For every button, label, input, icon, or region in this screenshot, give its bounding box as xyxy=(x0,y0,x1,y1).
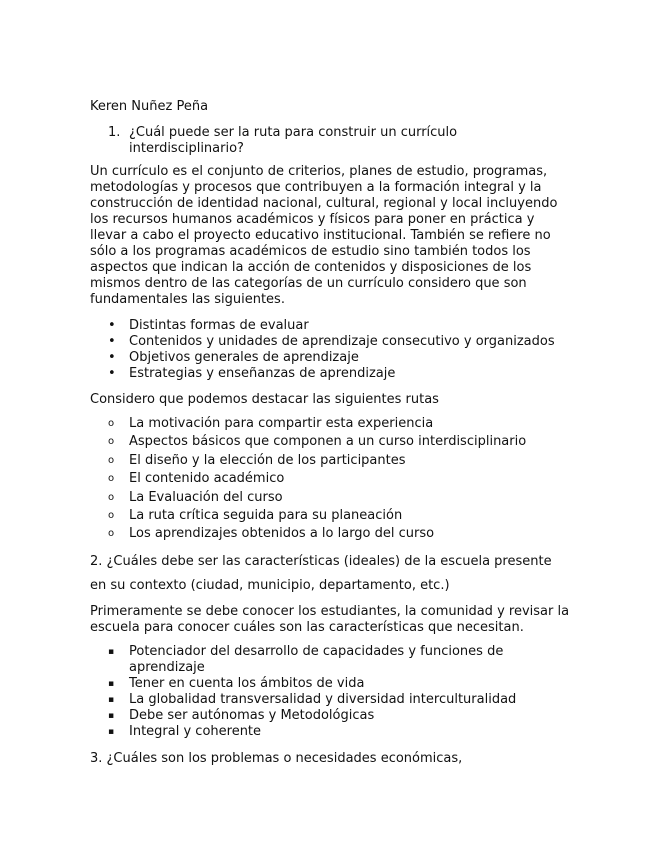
list-item xyxy=(108,470,578,488)
list-item-text: La motivación para compartir esta experiencia xyxy=(129,416,434,431)
list-item xyxy=(108,452,578,470)
list-item-text: El contenido académico xyxy=(129,471,285,487)
list-item-text: La ruta crítica seguida para su planeación xyxy=(129,508,403,524)
list-item xyxy=(108,350,578,366)
list-marker-icon: o xyxy=(108,528,115,540)
list-item-text: Tener en cuenta los ámbitos de vida xyxy=(129,676,365,691)
list-marker-icon: o xyxy=(108,454,115,466)
list-marker-icon: o xyxy=(108,418,115,429)
list-marker-icon: ▪ xyxy=(108,711,115,721)
list-item xyxy=(108,692,578,708)
list-item-text: Los aprendizajes obtenidos a lo largo del curso xyxy=(129,526,435,542)
list-item xyxy=(108,334,578,350)
list-item-text: La Evaluación del curso xyxy=(129,489,283,505)
question-2-line-2: en su contexto (ciudad, municipio, departamento, etc.) xyxy=(90,578,450,593)
question-1-number: 1. xyxy=(108,125,121,140)
intro-paragraph: Un currículo es el conjunto de criterios, planes de estudio, programas, metodologías y procesos que contribuyen a la formación integral y la construcción de identidad nacional, cultural, regional y local incluyendo los recursos humanos académicos y físicos para poner en práctica y llevar a cabo el proyecto educativo institucional. También se refiere no sólo a los programas académicos de estudio sino también todos los aspectos que indican la acción de contenidos y disposiciones de los mismos dentro de las categorías de un currículo considero que son fundamentales las siguientes. xyxy=(90,164,558,307)
question-3: 3. ¿Cuáles son los problemas o necesidades económicas, xyxy=(90,751,463,766)
question-2-line-1: 2. ¿Cuáles debe ser las características (ideales) de la escuela presente xyxy=(90,554,552,569)
list-item xyxy=(108,489,578,507)
list-item-text: Integral y coherente xyxy=(129,724,262,739)
characteristics-square-list xyxy=(108,644,578,740)
list-item xyxy=(108,676,578,692)
list-marker-icon: ▪ xyxy=(108,695,115,705)
list-item xyxy=(108,708,578,724)
list-marker-icon: • xyxy=(108,366,116,381)
list-marker-icon: o xyxy=(108,436,115,448)
list-marker-icon: • xyxy=(108,334,116,349)
answer-2-paragraph: Primeramente se debe conocer los estudiantes, la comunidad y revisar la escuela para conocer cuáles son las características que necesitan. xyxy=(90,604,570,635)
routes-intro: Considero que podemos destacar las siguientes rutas xyxy=(90,392,439,407)
list-item-text: El diseño y la elección de los participantes xyxy=(129,452,406,468)
list-item-text: Distintas formas de evaluar xyxy=(129,318,309,333)
list-item xyxy=(108,433,578,451)
list-item xyxy=(108,724,578,740)
list-item-text: Aspectos básicos que componen a un curso interdisciplinario xyxy=(129,434,527,450)
list-marker-icon: ▪ xyxy=(108,727,115,737)
list-item-text: Estrategias y enseñanzas de aprendizaje xyxy=(129,366,396,381)
author-name: Keren Nuñez Peña xyxy=(90,99,209,114)
list-item-text: Objetivos generales de aprendizaje xyxy=(129,350,359,365)
list-marker-icon: o xyxy=(108,510,115,522)
list-marker-icon: • xyxy=(108,318,116,333)
question-1-text: ¿Cuál puede ser la ruta para construir un currículo interdisciplinario? xyxy=(129,125,458,156)
list-marker-icon: • xyxy=(108,350,116,365)
evaluation-bullet-list xyxy=(108,318,578,382)
list-item-text: Contenidos y unidades de aprendizaje consecutivo y organizados xyxy=(129,334,555,349)
list-item xyxy=(108,318,578,334)
list-item xyxy=(108,366,578,382)
list-marker-icon: ▪ xyxy=(108,647,115,657)
list-item xyxy=(108,644,578,676)
list-marker-icon: ▪ xyxy=(108,679,115,689)
list-marker-icon: o xyxy=(108,473,115,485)
list-item-text: Potenciador del desarrollo de capacidades y funciones de aprendizaje xyxy=(129,644,504,675)
list-item-text: La globalidad transversalidad y diversidad interculturalidad xyxy=(129,692,517,707)
routes-circle-list xyxy=(108,415,578,544)
list-item xyxy=(108,507,578,525)
list-item xyxy=(108,415,578,433)
list-item xyxy=(108,525,578,543)
list-marker-icon: o xyxy=(108,491,115,503)
list-item-text: Debe ser autónomas y Metodológicas xyxy=(129,708,375,723)
